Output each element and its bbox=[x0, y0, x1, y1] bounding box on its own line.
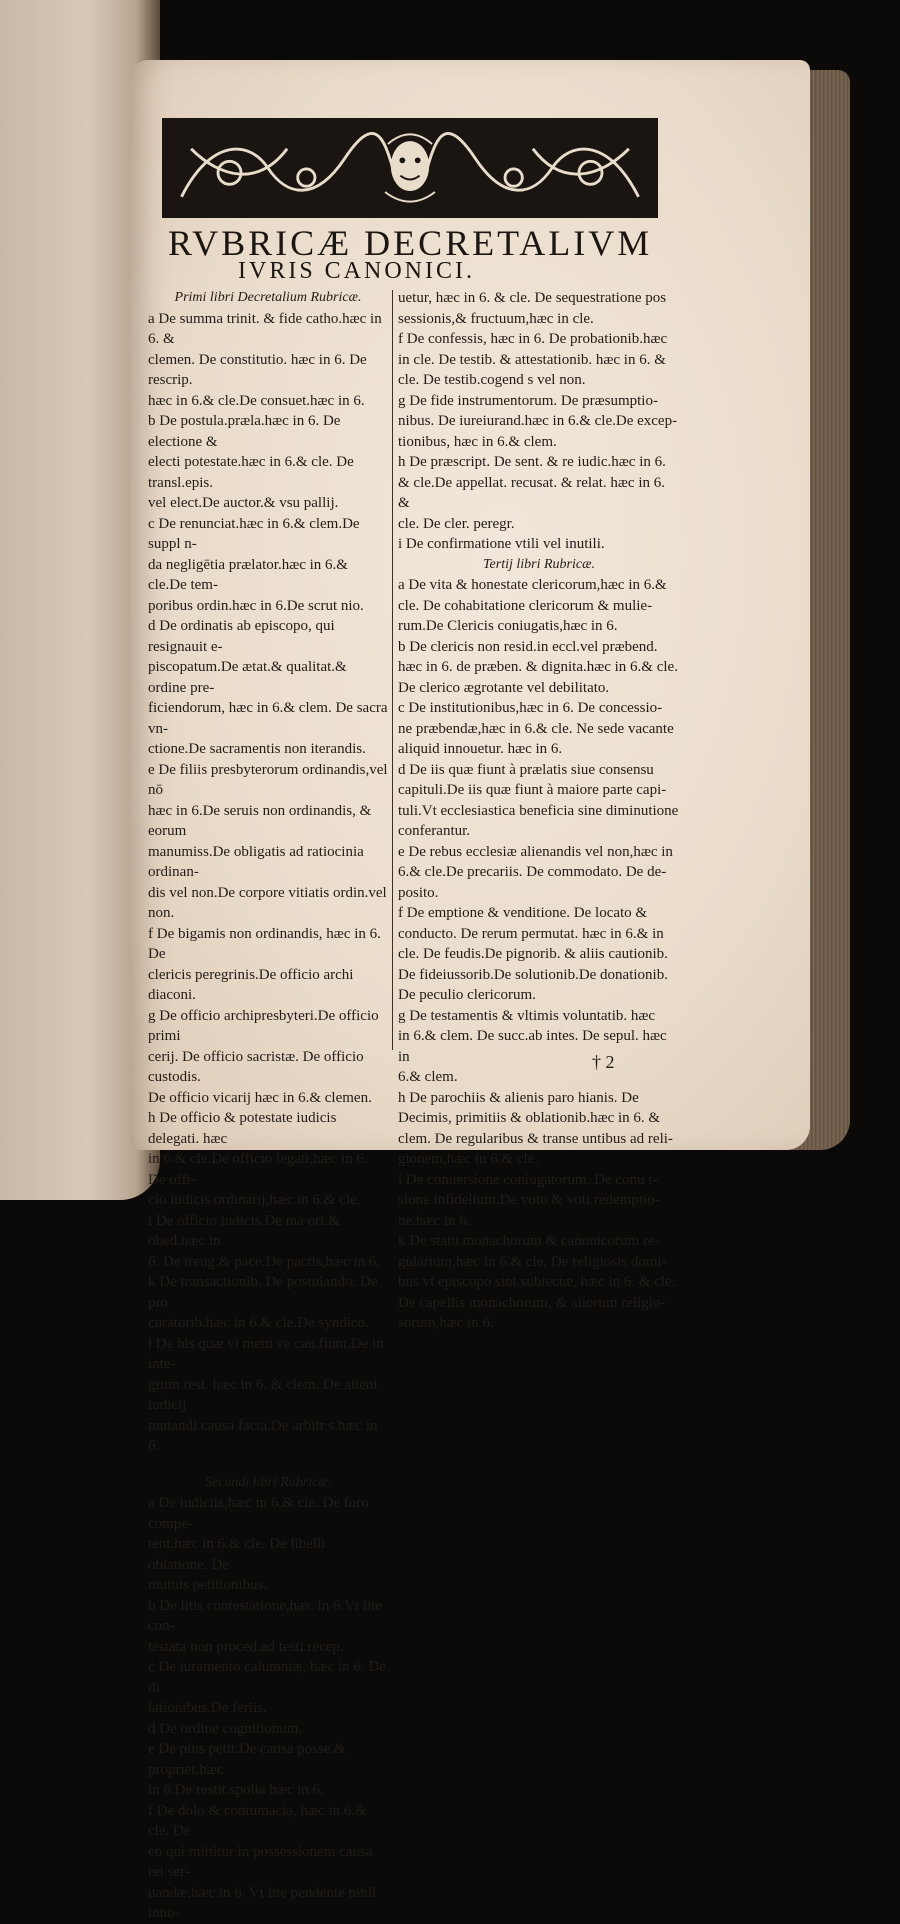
text-line: 6.& cle.De precariis. De commodato. De de- bbox=[398, 864, 667, 880]
text-line: tionibus, hæc in 6.& clem. bbox=[398, 433, 557, 450]
text-line: dis vel non.De corpore vitiatis ordin.vel non. bbox=[148, 884, 387, 921]
text-line: tuli.Vt ecclesiastica beneficia sine diminutione bbox=[398, 802, 679, 819]
text-line: uetur, hæc in 6. & cle. De sequestratione pos bbox=[398, 290, 667, 306]
text-line: ficiendorum, hæc in 6.& clem. De sacra vn- bbox=[148, 700, 388, 737]
text-line: posito. bbox=[398, 884, 439, 901]
text-line: h De parochiis & alienis paro hianis. De bbox=[398, 1089, 639, 1106]
text-line: clemen. De constitutio. hæc in 6. De rescrip. bbox=[148, 351, 367, 388]
text-line: poribus ordin.hæc in 6.De scrut nio. bbox=[148, 597, 364, 614]
text-line: sione infidelium.De voto & voti redemptio- bbox=[398, 1192, 660, 1208]
text-line: testata non proced.ad testi.recep. bbox=[148, 1638, 344, 1655]
text-line: bus vt episcopo sint subiectæ, hæc in 6. & cle. bbox=[398, 1274, 676, 1290]
text-line: De capellis monachorum, & aliorum religio- bbox=[398, 1294, 666, 1311]
text-line: clericis peregrinis.De officio archi diaconi. bbox=[148, 966, 354, 1003]
text-line: uandæ,hæc in 6. Vt lite pendente nihil inno- bbox=[148, 1884, 377, 1921]
section-heading: Tertij libri Rubricæ. bbox=[483, 556, 595, 572]
page-title: RVBRICÆ DECRETALIVM bbox=[168, 223, 653, 263]
text-line: g De fide instrumentorum. De præsumptio- bbox=[398, 392, 658, 409]
text-line: sessionis,& fructuum,hæc in cle. bbox=[398, 310, 594, 327]
text-line: 6. De treug.& pace.De pactis,hæc in 6. bbox=[148, 1253, 381, 1270]
text-line: hæc in 6.& cle.De consuet.hæc in 6. bbox=[148, 392, 365, 409]
text-line: manumiss.De obligatis ad ratiocinia ordinan- bbox=[148, 843, 364, 880]
text-line: cle. De cler. peregr. bbox=[398, 515, 515, 532]
text-line: hæc in 6. de præben. & dignita.hæc in 6.& cle. bbox=[398, 659, 678, 675]
text-line: grum rest. hæc in 6. & clem. De alieni iudicij bbox=[148, 1376, 378, 1413]
signature-mark: † 2 bbox=[592, 1052, 615, 1072]
section-heading: Secundi libri Rubricæ. bbox=[204, 1474, 332, 1490]
text-line: cle. De testib.cogend s vel non. bbox=[398, 372, 586, 388]
text-line: gularium,hæc in 6.& cle. De religiosis domi- bbox=[398, 1253, 667, 1270]
text-line: h De officio & potestate iudicis delegati. hæc bbox=[148, 1110, 337, 1147]
text-line: in 6.& clem. De succ.ab intes. De sepul. hæc in bbox=[398, 1028, 667, 1065]
text-line: in 6.De restit.spolia hæc in 6. bbox=[148, 1782, 324, 1798]
right-text-column bbox=[398, 288, 680, 1334]
text-line: aliquid innouetur. hæc in 6. bbox=[398, 741, 563, 757]
text-line: vel elect.De auctor.& vsu pallij. bbox=[148, 495, 339, 511]
text-line: & cle.De appellat. recusat. & relat. hæc in 6. & bbox=[398, 474, 665, 511]
section-heading: Primi libri Decretalium Rubricæ. bbox=[174, 290, 362, 305]
text-line: f De bigamis non ordinandis, hæc in 6. De bbox=[148, 925, 381, 962]
text-line: i De officio iudicis.De ma ori.& obed.hæc in bbox=[148, 1212, 340, 1249]
text-line: De officio vicarij hæc in 6.& clemen. bbox=[148, 1089, 372, 1106]
text-line: gionem,hæc in 6.& cle. bbox=[398, 1151, 538, 1167]
text-line: b De postula.præla.hæc in 6. De electione & bbox=[148, 413, 341, 450]
text-line: in 6.& cle.De officio legati,hæc in 6. De offi- bbox=[148, 1151, 368, 1188]
text-line: clem. De regularibus & transe untibus ad reli- bbox=[398, 1130, 673, 1147]
text-line: i De confirmatione vtili vel inutili. bbox=[398, 536, 605, 552]
text-line: De peculio clericorum. bbox=[398, 987, 536, 1003]
text-line: e De filiis presbyterorum ordinandis,vel nō bbox=[148, 761, 388, 798]
text-line: De clerico ægrotante vel debilitato. bbox=[398, 679, 610, 696]
text-line: conferantur. bbox=[398, 823, 471, 839]
text-line: Decimis, primitiis & oblationib.hæc in 6. & bbox=[398, 1110, 661, 1126]
text-line: g De officio archipresbyteri.De officio primi bbox=[148, 1007, 379, 1044]
text-line: capituli.De iis quæ fiunt à maiore parte capi- bbox=[398, 782, 667, 798]
text-line: f De confessis, hæc in 6. De probationib.hæc bbox=[398, 331, 668, 347]
text-line: cio iudicis ordinarij,hæc in 6.& cle. bbox=[148, 1192, 361, 1208]
text-line: lationibus.De feriis. bbox=[148, 1700, 267, 1716]
page-subtitle: IVRIS CANONICI. bbox=[238, 258, 475, 284]
text-line: f De emptione & venditione. De locato & bbox=[398, 905, 648, 921]
text-line: cle. De feudis.De pignorib. & aliis cautionib. bbox=[398, 946, 668, 962]
text-line: conducto. De rerum permutat. hæc in 6.& in bbox=[398, 925, 664, 942]
text-line: d De ordinatis ab episcopo, qui resignauit e- bbox=[148, 618, 335, 655]
text-line: mutandi causa facta.De arbitr s.hæc in 6. bbox=[148, 1417, 378, 1454]
text-line: c De renunciat.hæc in 6.& clem.De suppl n- bbox=[148, 515, 360, 552]
text-line: mutuis petitionibus. bbox=[148, 1577, 268, 1593]
text-line: e De rebus ecclesiæ alienandis vel non,hæc in bbox=[398, 843, 673, 860]
text-line: eo qui mittitur in possessionem causa rei ser- bbox=[148, 1843, 373, 1880]
text-line: sorum,hæc in 6. bbox=[398, 1315, 494, 1331]
text-line: da negligētia prælator.hæc in 6.& cle.De tem- bbox=[148, 556, 348, 593]
text-line: k De transactionib. De postulando. De pro bbox=[148, 1274, 378, 1311]
text-line: c De iuramento calumniæ, hæc in 6. De di bbox=[148, 1659, 386, 1696]
text-line: hæc in 6.De seruis non ordinandis, & eorum bbox=[148, 802, 372, 839]
section-gap bbox=[148, 1457, 388, 1473]
text-line: curatorib.hæc in 6.& cle.De syndico. bbox=[148, 1315, 369, 1331]
text-line: i De conuersione coniugatorum. De conu r- bbox=[398, 1171, 659, 1188]
text-line: cle. De cohabitatione clericorum & mulie- bbox=[398, 597, 653, 614]
text-line: b De clericis non resid.in eccl.vel præbend. bbox=[398, 638, 658, 655]
text-line: ctione.De sacramentis non iterandis. bbox=[148, 741, 366, 757]
text-line: cerij. De officio sacristæ. De officio custodis. bbox=[148, 1048, 364, 1085]
text-line: h De præscript. De sent. & re iudic.hæc in 6. bbox=[398, 454, 666, 470]
text-line: nibus. De iureiurand.hæc in 6.& cle.De excep- bbox=[398, 413, 678, 429]
text-line: in cle. De testib. & attestationib. hæc in 6. & bbox=[398, 351, 666, 368]
headpiece-scrollwork-icon bbox=[164, 120, 656, 216]
left-text-column bbox=[148, 288, 388, 1924]
text-line: piscopatum.De ætat.& qualitat.& ordine pre- bbox=[148, 659, 347, 696]
ornamental-headpiece bbox=[162, 118, 658, 218]
text-line: electi potestate.hæc in 6.& cle. De transl.epis. bbox=[148, 454, 354, 491]
text-line: a De summa trinit. & fide catho.hæc in 6. & bbox=[148, 310, 382, 347]
text-line: c De institutionibus,hæc in 6. De concessio- bbox=[398, 700, 663, 716]
text-line: ne.hæc in 6. bbox=[398, 1212, 471, 1229]
text-line: e De plus petit.De causa posse.& propriet.hæc bbox=[148, 1741, 346, 1778]
text-line: g De testamentis & vltimis voluntatib. hæc bbox=[398, 1007, 656, 1024]
text-line: tent.hæc in 6.& cle. De libelli oblatione. De bbox=[148, 1536, 326, 1573]
text-line: rum.De Clericis coniugatis,hæc in 6. bbox=[398, 618, 618, 634]
text-line: d De iis quæ fiunt à prælatis siue consensu bbox=[398, 761, 654, 778]
text-line: a De iudiciis,hæc in 6.& cle. De foro compe- bbox=[148, 1495, 369, 1532]
text-line: l De his quæ vi metu ve cau.fiunt.De in inte- bbox=[148, 1335, 384, 1372]
text-line: 6.& clem. bbox=[398, 1069, 458, 1085]
text-line: f De dolo & contumacia, hæc in 6.& cle. De bbox=[148, 1802, 367, 1839]
text-line: d De ordine cognitionum. bbox=[148, 1720, 303, 1737]
column-divider bbox=[392, 290, 393, 1050]
text-line: De fideiussorib.De solutionib.De donationib. bbox=[398, 966, 668, 983]
text-line: b De litis contestatione,hæc in 6.Vt lite con- bbox=[148, 1597, 383, 1634]
text-line: ne præbendæ,hæc in 6.& cle. Ne sede vacante bbox=[398, 720, 674, 737]
text-line: k De statu monachorum & canonicorum re- bbox=[398, 1233, 660, 1249]
text-line: a De vita & honestate clericorum,hæc in 6.& bbox=[398, 577, 667, 593]
